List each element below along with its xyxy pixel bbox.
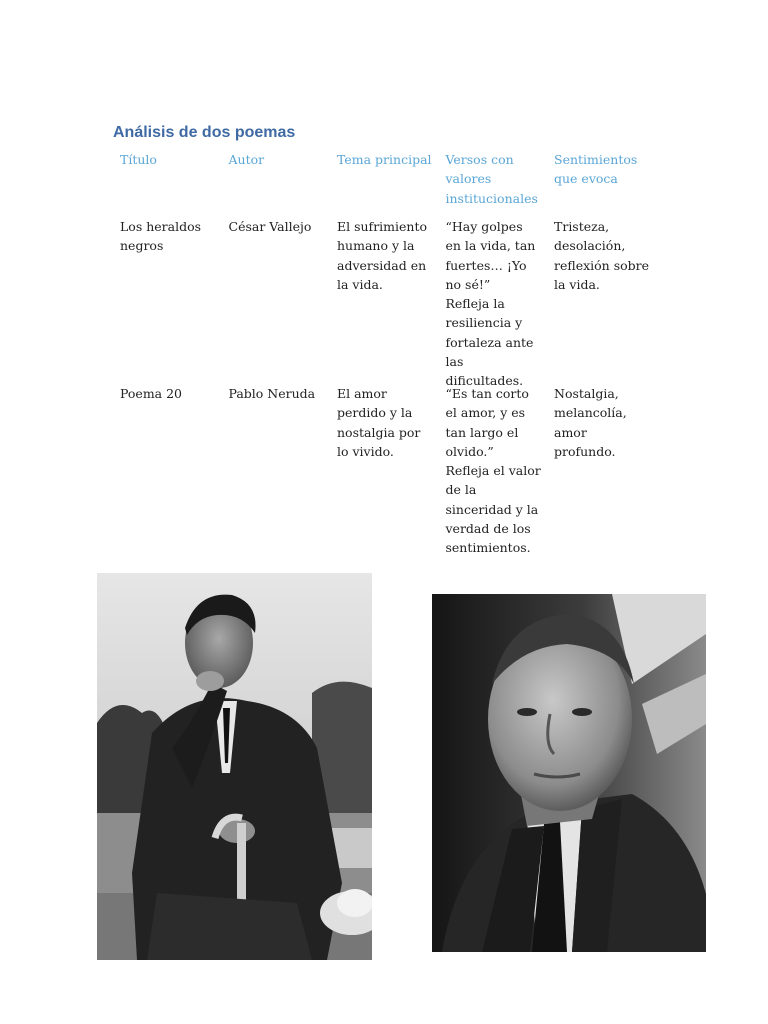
- verse-quote: “Hay golpes en la vida, tan fuertes… ¡Yo no sé!”: [445, 219, 536, 292]
- verse-note: Refleja el valor de la sinceridad y la verdad de los sentimientos.: [445, 463, 541, 556]
- header-tema: Tema principal: [337, 152, 432, 167]
- cell-titulo: Los heraldos negros: [120, 219, 202, 254]
- cell-tema: El amor perdido y la nostalgia por lo vivido.: [337, 386, 421, 459]
- poems-analysis-table: [113, 150, 658, 554]
- cell-titulo: Poema 20: [120, 386, 183, 401]
- cell-autor: Pablo Neruda: [228, 386, 316, 401]
- portrait-photo-vallejo: [97, 573, 372, 960]
- portrait-photo-neruda: [432, 594, 706, 952]
- header-sentimientos: Sentimientos que evoca: [554, 152, 638, 187]
- cell-sentimientos: Nostalgia, melancolía, amor profundo.: [554, 386, 627, 459]
- verse-note: Refleja la resiliencia y fortaleza ante las dificultades.: [445, 296, 534, 389]
- cell-sentimientos: Tristeza, desolación, reflexión sobre la vida.: [554, 219, 650, 292]
- cell-tema: El sufrimiento humano y la adversidad en la vida.: [337, 219, 428, 292]
- document-title: Análisis de dos poemas: [113, 124, 296, 141]
- header-autor: Autor: [228, 152, 265, 167]
- cell-versos: [439, 384, 548, 554]
- verse-quote: “Es tan corto el amor, y es tan largo el olvido.”: [445, 386, 529, 459]
- header-versos: Versos con valores institucionales: [445, 152, 538, 206]
- cell-autor: César Vallejo: [228, 219, 312, 234]
- cell-versos: [439, 217, 548, 389]
- header-titulo: Título: [120, 152, 157, 167]
